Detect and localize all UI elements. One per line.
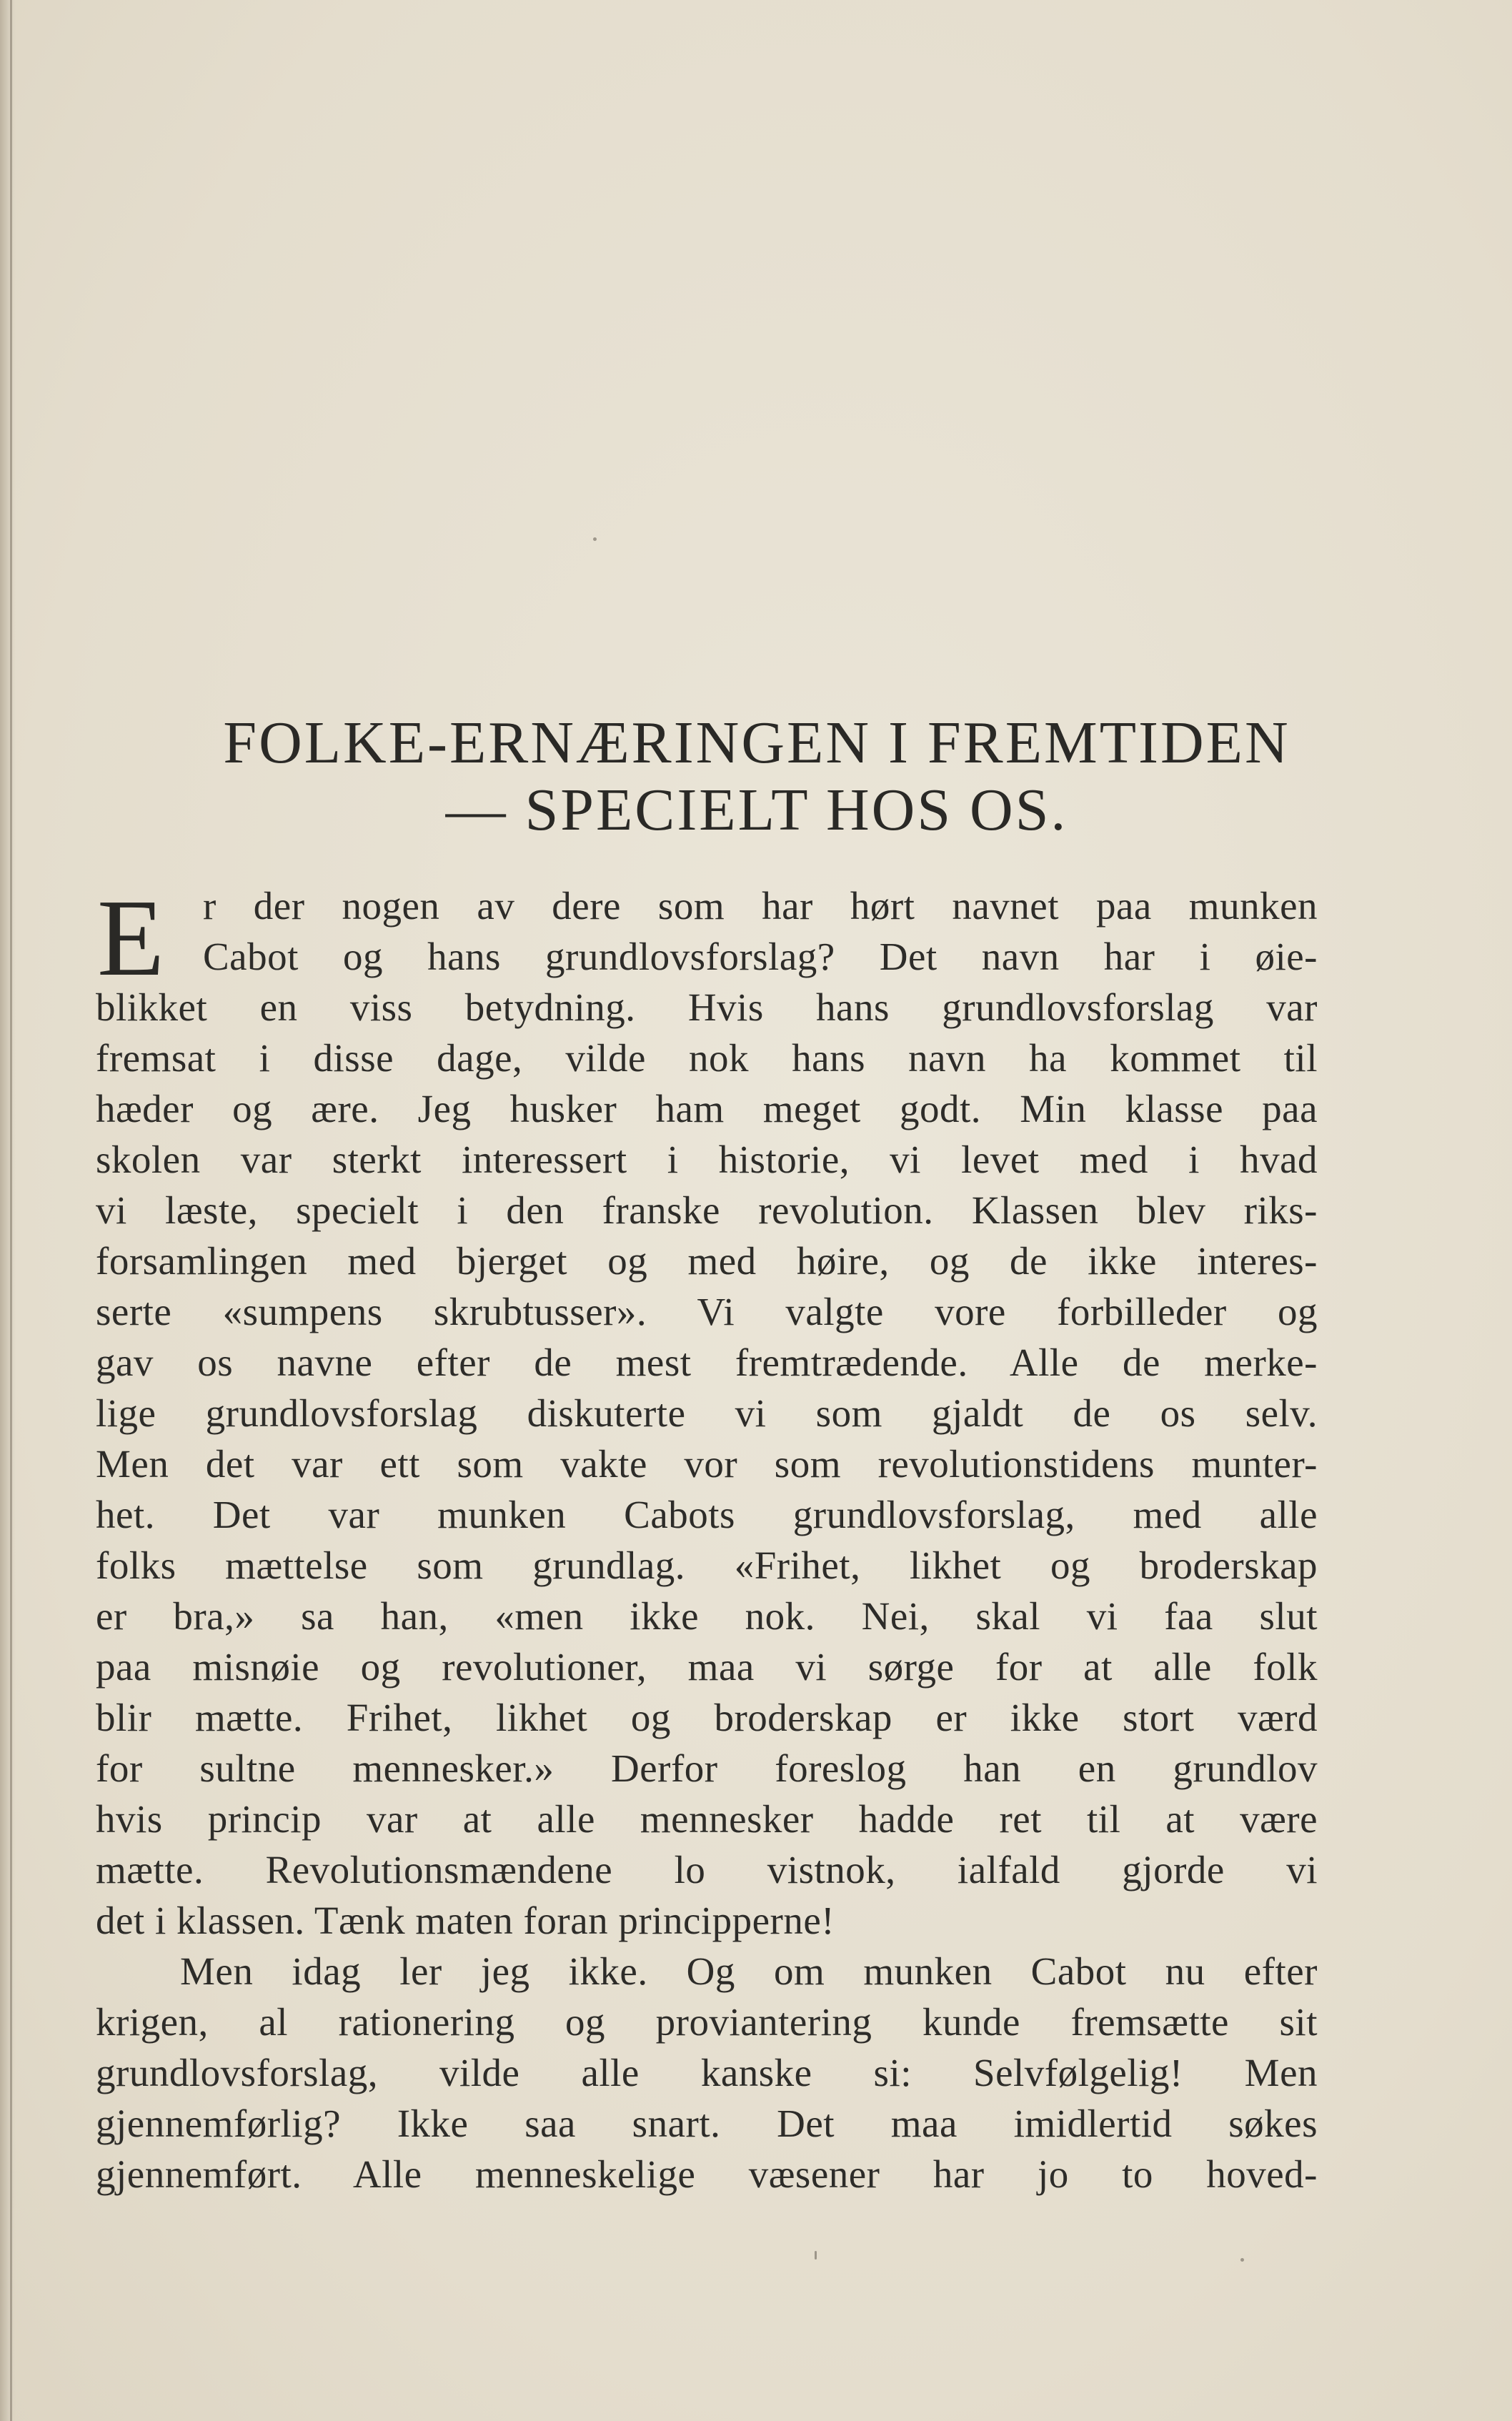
text-line: blikket en viss betydning. Hvis hans grundlovsforslag var: [96, 985, 1318, 1029]
text-line: er bra,» sa han, «men ikke nok. Nei, skal vi faa slut: [96, 1594, 1318, 1638]
text-line: skolen var sterkt interessert i historie, vi levet med i hvad: [96, 1138, 1318, 1181]
paper-speck: [1240, 2258, 1244, 2262]
article-body: [96, 880, 1318, 2199]
text-line: hvis princip var at alle mennesker hadde ret til at være: [96, 1797, 1318, 1841]
text-line: Men det var ett som vakte vor som revolutionstidens munter-: [96, 1442, 1318, 1486]
drop-cap: E: [97, 878, 165, 999]
page-title-line-1: FOLKE-ERNÆRINGEN I FREMTIDEN: [223, 710, 1290, 776]
text-line: het. Det var munken Cabots grundlovsforslag, med alle: [96, 1493, 1318, 1536]
text-line: gav os navne efter de mest fremtrædende. Alle de merke-: [96, 1341, 1318, 1384]
text-line: gjennemførlig? Ikke saa snart. Det maa imidlertid søkes: [96, 2102, 1318, 2145]
text-line: gjennemført. Alle menneskelige væsener har jo to hoved-: [96, 2152, 1318, 2196]
page-binding-line: [10, 0, 12, 2421]
page-title-line-2: — SPECIELT HOS OS.: [445, 777, 1068, 843]
paper-speck: [815, 2251, 817, 2260]
text-line: hæder og ære. Jeg husker ham meget godt. Min klasse paa: [96, 1087, 1318, 1130]
text-line: lige grundlovsforslag diskuterte vi som gjaldt de os selv.: [96, 1391, 1318, 1435]
text-line: paa misnøie og revolutioner, maa vi sørge for at alle folk: [96, 1645, 1318, 1689]
text-line: grundlovsforslag, vilde alle kanske si: Selvfølgelig! Men: [96, 2051, 1318, 2094]
text-line: serte «sumpens skrubtusser». Vi valgte vore forbilleder og: [96, 1290, 1318, 1333]
text-line: folks mættelse som grundlag. «Frihet, likhet og broderskap: [96, 1543, 1318, 1587]
text-line: vi læste, specielt i den franske revolution. Klassen blev riks-: [96, 1188, 1318, 1232]
text-line: for sultne mennesker.» Derfor foreslog han en grundlov: [96, 1746, 1318, 1790]
text-line: r der nogen av dere som har hørt navnet paa munken: [203, 884, 1318, 928]
text-line: mætte. Revolutionsmændene lo vistnok, ialfald gjorde vi: [96, 1848, 1318, 1891]
text-line: Men idag ler jeg ikke. Og om munken Cabot nu efter: [180, 1949, 1318, 1993]
page-binding-edge: [0, 0, 16, 2421]
paper-speck: [593, 537, 597, 541]
text-line: Cabot og hans grundlovsforslag? Det navn har i øie-: [203, 935, 1318, 978]
text-line: fremsat i disse dage, vilde nok hans navn ha kommet til: [96, 1036, 1318, 1080]
text-line: blir mætte. Frihet, likhet og broderskap er ikke stort værd: [96, 1696, 1318, 1739]
text-line: forsamlingen med bjerget og med høire, og de ikke interes-: [96, 1239, 1318, 1283]
text-line: det i klassen. Tænk maten foran principperne!: [96, 1899, 835, 1942]
text-line: krigen, al rationering og proviantering kunde fremsætte sit: [96, 2000, 1318, 2044]
